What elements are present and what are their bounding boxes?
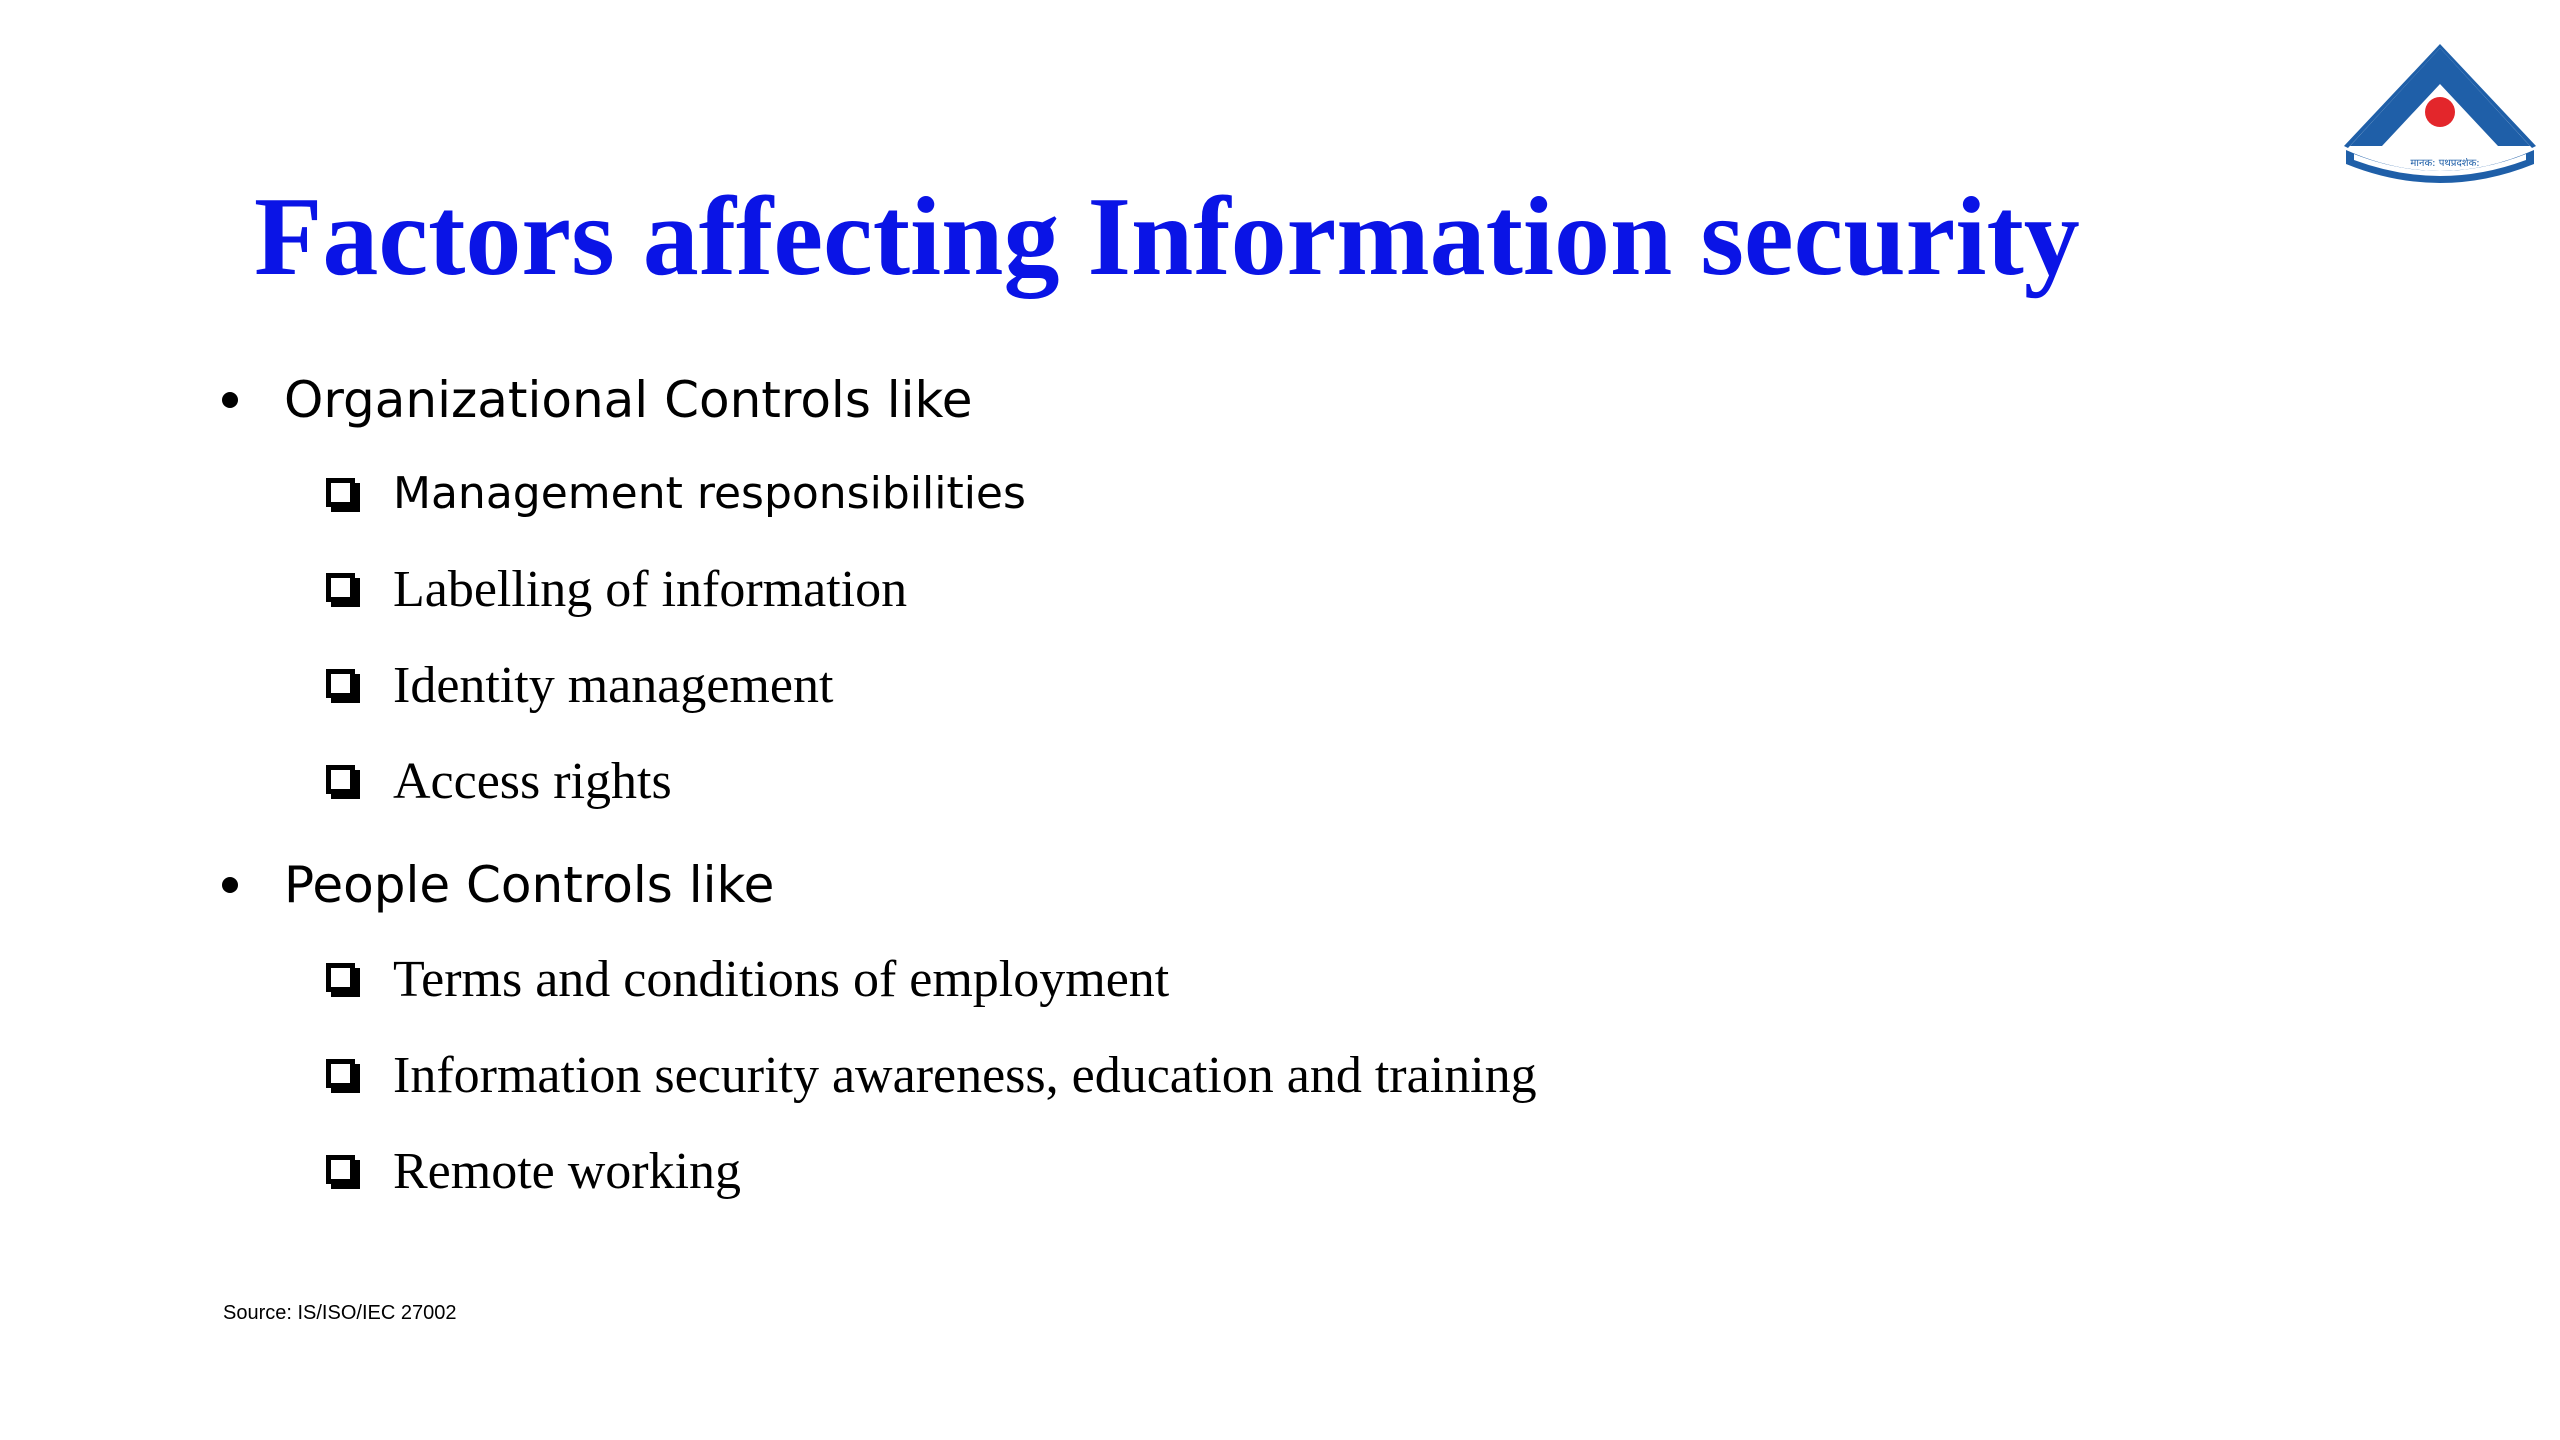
checkbox-icon bbox=[326, 1059, 355, 1088]
list-item: Information security awareness, education and training bbox=[393, 1047, 1537, 1104]
checkbox-icon bbox=[326, 1155, 355, 1184]
checkbox-icon bbox=[326, 573, 355, 602]
checkbox-icon bbox=[326, 478, 355, 507]
list-item: Remote working bbox=[393, 1143, 742, 1200]
source-note: Source: IS/ISO/IEC 27002 bbox=[223, 1302, 457, 1324]
slide-title: Factors affecting Information security bbox=[254, 175, 2080, 299]
list-item: Terms and conditions of employment bbox=[393, 951, 1170, 1008]
list-item: Labelling of information bbox=[393, 561, 908, 618]
section-heading: People Controls like bbox=[284, 856, 775, 914]
list-item: Management responsibilities bbox=[393, 468, 1026, 519]
list-item: Identity management bbox=[393, 657, 834, 714]
bullet-dot bbox=[222, 877, 238, 893]
bullet-dot bbox=[222, 392, 238, 408]
checkbox-icon bbox=[326, 669, 355, 698]
checkbox-icon bbox=[326, 765, 355, 794]
section-heading: Organizational Controls like bbox=[284, 371, 973, 429]
list-item: Access rights bbox=[393, 753, 672, 810]
checkbox-icon bbox=[326, 963, 355, 992]
logo-caption: मानक: पथप्रदर्शक: bbox=[2410, 158, 2480, 169]
